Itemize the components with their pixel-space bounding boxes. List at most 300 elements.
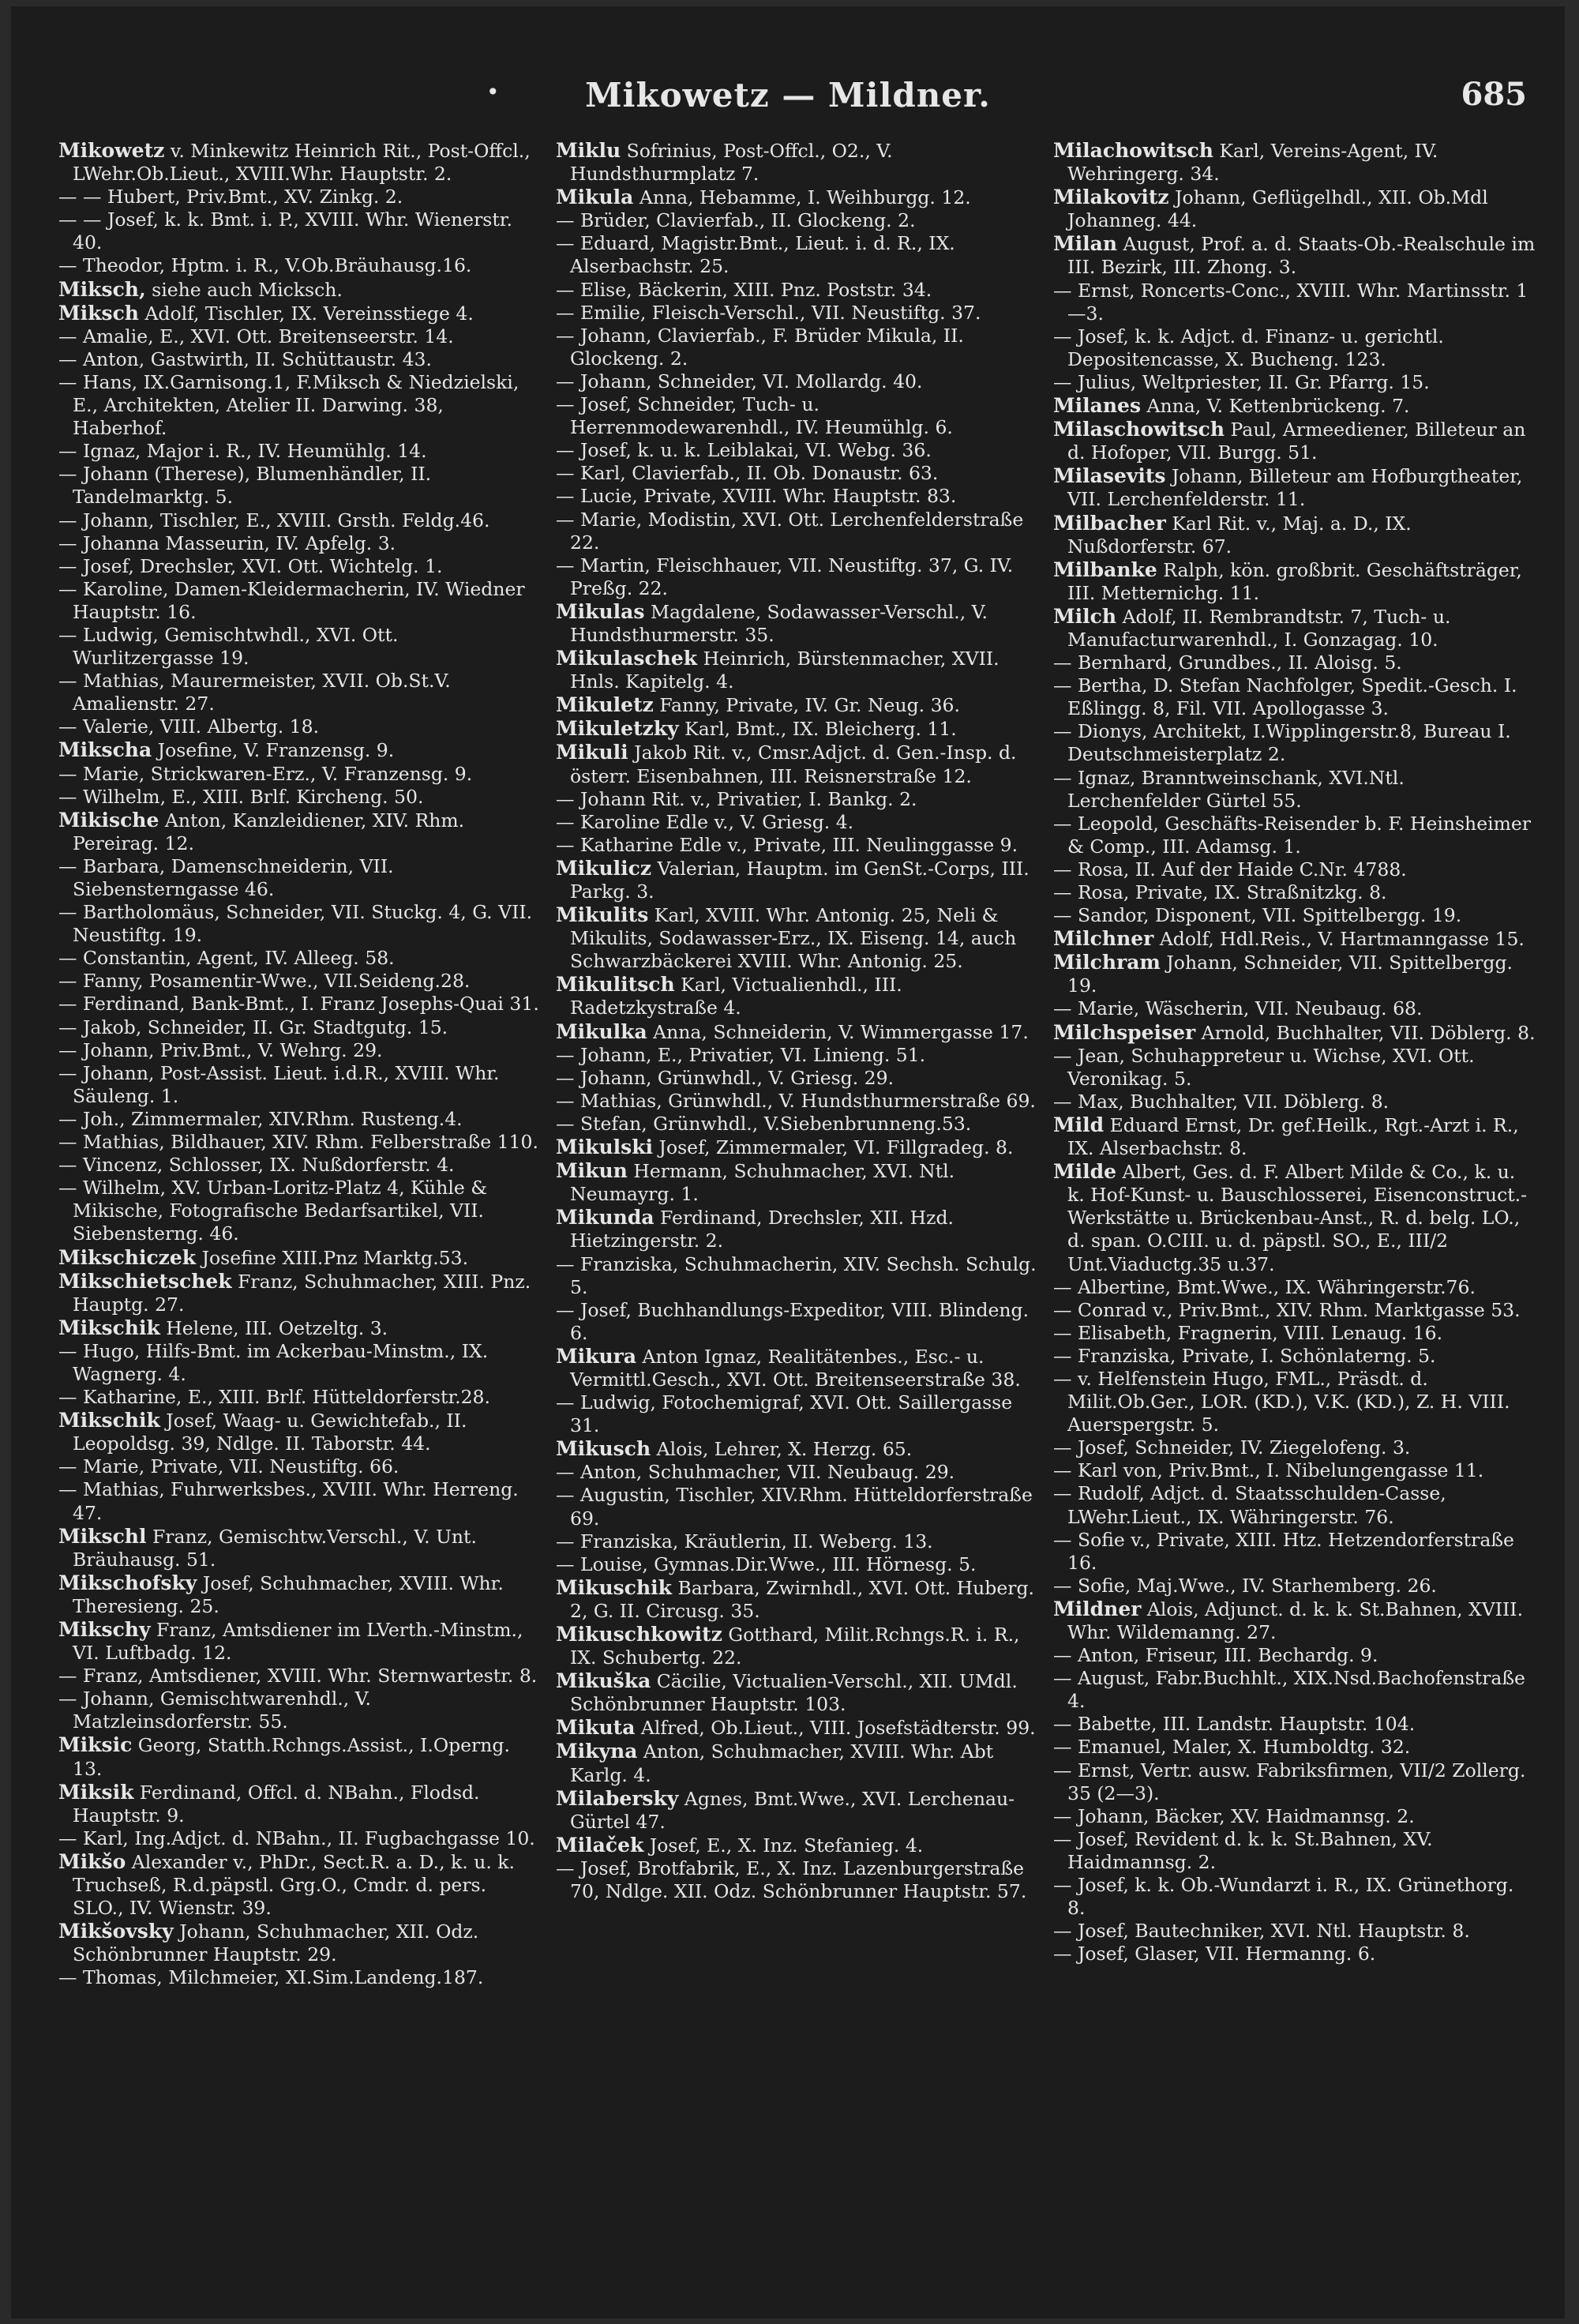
directory-entry bbox=[58, 1154, 542, 1177]
entry-surname: Milabersky bbox=[556, 1786, 679, 1810]
entry-details: — Conrad v., Priv.Bmt., XIV. Rhm. Marktgasse 53. bbox=[1053, 1298, 1521, 1321]
directory-entry bbox=[58, 1386, 542, 1409]
directory-entry bbox=[58, 1340, 542, 1386]
directory-entry bbox=[1053, 927, 1536, 951]
entry-surname: Mildner bbox=[1053, 1597, 1142, 1620]
entry-details: — Mathias, Grünwhdl., V. Hundsthurmerstraße 69. bbox=[556, 1089, 1036, 1112]
directory-entry bbox=[556, 903, 1039, 973]
entry-details: Alfred, Ob.Lieut., VIII. Josefstädterstr. 99. bbox=[640, 1717, 1036, 1740]
entry-surname: Mikura bbox=[556, 1344, 637, 1368]
entry-details: — Theodor, Hptm. i. R., V.Ob.Bräuhausg.16. bbox=[58, 254, 472, 277]
directory-entry bbox=[58, 440, 542, 463]
entry-surname: Mikschietschek bbox=[58, 1269, 232, 1293]
directory-entry bbox=[1053, 651, 1536, 674]
entry-surname: Mikschofsky bbox=[58, 1571, 197, 1594]
entry-details: Karl, Bmt., IX. Bleicherg. 11. bbox=[684, 718, 957, 741]
directory-entry bbox=[58, 993, 542, 1016]
entry-details: Franz, Amtsdiener im LVerth.-Minstm., VI. Luftbadg. 12. bbox=[73, 1619, 523, 1665]
directory-entry bbox=[58, 1108, 542, 1131]
directory-entry bbox=[58, 901, 542, 947]
column-middle bbox=[556, 139, 1039, 2303]
entry-details: — Hans, IX.Garnisong.1, F.Miksch & Niedzielski, E., Architekten, Atelier II. Darwing. 38, Haberhof. bbox=[58, 370, 519, 440]
entry-details: — Bartholomäus, Schneider, VII. Stuckg. 4, G. VII. Neustiftg. 19. bbox=[58, 901, 533, 947]
entry-details: Anna, V. Kettenbrückeng. 7. bbox=[1146, 395, 1410, 418]
entry-surname: Milchner bbox=[1053, 927, 1154, 951]
directory-entry bbox=[556, 139, 1039, 186]
directory-entry bbox=[556, 232, 1039, 278]
entry-surname: Mikun bbox=[556, 1159, 628, 1183]
directory-entry bbox=[556, 1044, 1039, 1067]
directory-entry bbox=[1053, 1713, 1536, 1736]
directory-entry bbox=[58, 738, 542, 762]
directory-entry bbox=[1053, 1021, 1536, 1045]
directory-entry bbox=[1053, 1736, 1536, 1759]
entry-details: — Ferdinand, Bank-Bmt., I. Franz Josephs-Quai 31. bbox=[58, 993, 539, 1016]
column-left bbox=[58, 139, 542, 2303]
entry-details: — Johann, Post-Assist. Lieut. i.d.R., XVIII. Whr. Säuleng. 1. bbox=[58, 1061, 500, 1107]
entry-details: Arnold, Buchhalter, VII. Döblerg. 8. bbox=[1201, 1021, 1536, 1044]
directory-entry bbox=[58, 1733, 542, 1780]
directory-entry bbox=[58, 1478, 542, 1524]
directory-entry bbox=[556, 811, 1039, 834]
entry-details: — Johann, Schneider, VI. Mollardg. 40. bbox=[556, 370, 923, 392]
entry-surname: Mikowetz bbox=[58, 139, 165, 162]
entry-surname: Milaschowitsch bbox=[1053, 418, 1225, 441]
entry-details: — Mathias, Bildhauer, XIV. Rhm. Felberstraße 110. bbox=[58, 1131, 538, 1154]
entry-surname: Miksch, bbox=[58, 277, 146, 301]
entry-details: — Elisabeth, Fragnerin, VIII. Lenaug. 16. bbox=[1053, 1321, 1443, 1344]
entry-details: — Johann Rit. v., Privatier, I. Bankg. 2. bbox=[556, 787, 917, 810]
entry-details: — Augustin, Tischler, XIV.Rhm. Hütteldorferstraße 69. bbox=[556, 1484, 1033, 1530]
entry-details: — Josef, Drechsler, XVI. Ott. Wichtelg. 1. bbox=[58, 554, 443, 577]
entry-details: — Ludwig, Fotochemigraf, XVI. Ott. Saillergasse 31. bbox=[556, 1391, 1013, 1437]
directory-entry bbox=[556, 600, 1039, 647]
directory-entry bbox=[58, 208, 542, 254]
directory-entry bbox=[1053, 767, 1536, 813]
directory-entry bbox=[58, 1131, 542, 1154]
entry-details: Josef, Zimmermaler, VI. Fillgradeg. 8. bbox=[658, 1136, 1014, 1159]
entry-surname: Mikschy bbox=[58, 1618, 151, 1641]
entry-surname: Mikuschkowitz bbox=[556, 1623, 722, 1646]
directory-entry bbox=[58, 1618, 542, 1665]
directory-entry bbox=[58, 1177, 542, 1245]
entry-details: — Marie, Modistin, XVI. Ott. Lerchenfelderstraße 22. bbox=[556, 508, 1024, 554]
directory-entry bbox=[1053, 558, 1536, 605]
entry-details: Anton Ignaz, Realitätenbes., Esc.- u. Vermittl.Gesch., XVI. Ott. Breitenseerstraße 38. bbox=[570, 1345, 1021, 1391]
entry-details: Fanny, Private, IV. Gr. Neug. 36. bbox=[659, 694, 960, 717]
entry-details: — Eduard, Magistr.Bmt., Lieut. i. d. R., IX. Alserbachstr. 25. bbox=[556, 232, 955, 278]
directory-entry bbox=[58, 786, 542, 809]
directory-entry bbox=[58, 1827, 542, 1850]
entry-details: Karl, Victualienhdl., III. Radetzkystraße 4. bbox=[570, 974, 902, 1019]
directory-entry bbox=[556, 1669, 1039, 1716]
directory-entry bbox=[58, 371, 542, 440]
directory-page bbox=[11, 6, 1565, 2318]
directory-entry bbox=[1053, 1644, 1536, 1667]
directory-entry bbox=[1053, 1160, 1536, 1275]
entry-details: Alois, Lehrer, X. Herzg. 65. bbox=[656, 1438, 913, 1461]
entry-details: Eduard Ernst, Dr. gef.Heilk., Rgt.-Arzt i. R., IX. Alserbachstr. 8. bbox=[1067, 1113, 1519, 1160]
entry-details: v. Minkewitz Heinrich Rit., Post-Offcl., LWehr.Ob.Lieut., XVIII.Whr. Hauptstr. 2. bbox=[73, 140, 531, 186]
directory-entry bbox=[556, 439, 1039, 462]
entry-surname: Milaček bbox=[556, 1833, 644, 1857]
entry-details: — Karl, Clavierfab., II. Ob. Donaustr. 63. bbox=[556, 462, 939, 485]
directory-entry bbox=[58, 809, 542, 855]
entry-details: — Karl von, Priv.Bmt., I. Nibelungengasse 11. bbox=[1053, 1459, 1484, 1482]
directory-entry bbox=[58, 1270, 542, 1316]
directory-entry bbox=[556, 1623, 1039, 1669]
entry-surname: Miklu bbox=[556, 139, 621, 162]
entry-details: Heinrich, Bürstenmacher, XVII. Hnls. Kapitelg. 4. bbox=[570, 648, 1000, 693]
entry-details: — Johann, Bäcker, XV. Haidmannsg. 2. bbox=[1053, 1804, 1415, 1827]
column-right bbox=[1053, 139, 1536, 2303]
entry-details: — Johann (Therese), Blumenhändler, II. Tandelmarktg. 5. bbox=[58, 463, 432, 509]
directory-entry bbox=[58, 763, 542, 786]
directory-entry bbox=[556, 741, 1039, 787]
directory-entry bbox=[58, 1246, 542, 1270]
directory-entry bbox=[1053, 1759, 1536, 1805]
entry-details: — Anton, Friseur, III. Bechardg. 9. bbox=[1053, 1644, 1378, 1667]
entry-details: Josef, Schuhmacher, XVIII. Whr. Theresieng. 25. bbox=[73, 1571, 504, 1617]
directory-entry bbox=[556, 1716, 1039, 1740]
directory-entry bbox=[1053, 325, 1536, 371]
directory-entry bbox=[1053, 371, 1536, 394]
entry-details: Ferdinand, Drechsler, XII. Hzd. Hietzingerstr. 2. bbox=[570, 1207, 954, 1252]
entry-surname: Milde bbox=[1053, 1160, 1117, 1184]
entry-details: — Johann, E., Privatier, VI. Linieng. 51. bbox=[556, 1043, 926, 1066]
entry-details: — Hugo, Hilfs-Bmt. im Ackerbau-Minstm., IX. Wagnerg. 4. bbox=[58, 1339, 489, 1385]
entry-details: — August, Fabr.Buchhlt., XIX.Nsd.Bachofenstraße 4. bbox=[1053, 1667, 1525, 1713]
directory-entry bbox=[1053, 464, 1536, 511]
entry-details: — Fanny, Posamentir-Wwe., VII.Seideng.28. bbox=[58, 970, 471, 993]
directory-entry bbox=[556, 788, 1039, 811]
directory-entry bbox=[58, 1455, 542, 1478]
entry-details: — Anton, Gastwirth, II. Schüttaustr. 43. bbox=[58, 347, 432, 370]
directory-entry bbox=[556, 1090, 1039, 1113]
entry-details: — Josef, Brotfabrik, E., X. Inz. Lazenburgerstraße 70, Ndlge. XII. Odz. Schönbrunner Hauptstr. 57. bbox=[556, 1857, 1027, 1903]
directory-entry bbox=[556, 370, 1039, 393]
directory-entry bbox=[58, 624, 542, 670]
directory-entry bbox=[1053, 1828, 1536, 1874]
entry-details: — Babette, III. Landstr. Hauptstr. 104. bbox=[1053, 1713, 1416, 1736]
entry-details: — Emilie, Fleisch-Verschl., VII. Neustiftg. 37. bbox=[556, 301, 981, 324]
page-number: 685 bbox=[1461, 76, 1527, 113]
entry-details: — Ludwig, Gemischtwhdl., XVI. Ott. Wurlitzergasse 19. bbox=[58, 623, 399, 670]
directory-entry bbox=[556, 1391, 1039, 1437]
directory-entry bbox=[556, 647, 1039, 693]
entry-details: — Elise, Bäckerin, XIII. Pnz. Poststr. 34. bbox=[556, 278, 932, 301]
entry-surname: Milakovitz bbox=[1053, 186, 1169, 209]
entry-details: Josef, E., X. Inz. Stefanieg. 4. bbox=[649, 1834, 924, 1857]
entry-details: Paul, Armeediener, Billeteur an d. Hofoper, VII. Burgg. 51. bbox=[1067, 419, 1526, 464]
directory-entry bbox=[556, 462, 1039, 485]
entry-details: — Martin, Fleischhauer, VII. Neustiftg. 37, G. IV. Preßg. 22. bbox=[556, 554, 1014, 599]
entry-surname: Mikuška bbox=[556, 1669, 651, 1693]
entry-details: — Emanuel, Maler, X. Humboldtg. 32. bbox=[1053, 1736, 1411, 1759]
directory-entry bbox=[556, 693, 1039, 717]
entry-details: Anna, Hebamme, I. Weihburgg. 12. bbox=[639, 186, 971, 209]
entry-surname: Mikuschik bbox=[556, 1575, 672, 1599]
directory-entry bbox=[58, 139, 542, 186]
entry-details: — Sandor, Disponent, VII. Spittelbergg. 19. bbox=[1053, 904, 1462, 927]
entry-surname: Mikuletzky bbox=[556, 717, 679, 741]
directory-entry bbox=[1053, 1436, 1536, 1459]
entry-surname: Mikschiczek bbox=[58, 1245, 197, 1269]
entry-details: — Joh., Zimmermaler, XIV.Rhm. Rusteng.4. bbox=[58, 1107, 463, 1130]
directory-entry bbox=[1053, 512, 1536, 558]
entry-details: Anton, Kanzleidiener, XIV. Rhm. Pereirag. 12. bbox=[73, 809, 465, 854]
entry-surname: Mikusch bbox=[556, 1437, 651, 1461]
entry-details: — Ignaz, Major i. R., IV. Heumühlg. 14. bbox=[58, 440, 427, 463]
entry-details: — Rudolf, Adjct. d. Staatsschulden-Casse, LWehr.Lieut., IX. Währingerstr. 76. bbox=[1053, 1482, 1446, 1528]
entry-surname: Miksik bbox=[58, 1780, 134, 1804]
entry-details: — Jakob, Schneider, II. Gr. Stadtgutg. 15. bbox=[58, 1016, 448, 1038]
directory-entry bbox=[58, 855, 542, 901]
directory-entry bbox=[1053, 232, 1536, 279]
directory-entry bbox=[58, 532, 542, 555]
directory-entry bbox=[556, 1576, 1039, 1623]
directory-entry bbox=[1053, 1575, 1536, 1598]
directory-entry bbox=[556, 1136, 1039, 1159]
directory-entry bbox=[1053, 858, 1536, 881]
directory-entry bbox=[58, 555, 542, 578]
entry-surname: Mikschik bbox=[58, 1409, 160, 1432]
entry-surname: Milch bbox=[1053, 604, 1117, 628]
entry-details: — Thomas, Milchmeier, XI.Sim.Landeng.187. bbox=[58, 1966, 484, 1989]
directory-entry bbox=[58, 947, 542, 970]
entry-details: — Ignaz, Branntweinschank, XVI.Ntl. Lerchenfelder Gürtel 55. bbox=[1053, 766, 1405, 812]
entry-details: Georg, Statth.Rchngs.Assist., I.Operng. 13. bbox=[73, 1734, 510, 1780]
directory-entry bbox=[1053, 1091, 1536, 1113]
entry-details: — Wilhelm, E., XIII. Brlf. Kircheng. 50. bbox=[58, 785, 424, 808]
entry-surname: Mikulski bbox=[556, 1136, 654, 1159]
entry-details: — Sofie, Maj.Wwe., IV. Starhemberg. 26. bbox=[1053, 1574, 1437, 1597]
entry-details: — Johann, Tischler, E., XVIII. Grsth. Feldg.46. bbox=[58, 509, 490, 531]
directory-entry bbox=[58, 348, 542, 371]
entry-details: Valerian, Hauptm. im GenSt.-Corps, III. Parkg. 3. bbox=[570, 857, 1030, 903]
directory-entry bbox=[58, 186, 542, 208]
directory-entry bbox=[1053, 1368, 1536, 1436]
directory-entry bbox=[556, 1461, 1039, 1484]
directory-entry bbox=[556, 1113, 1039, 1136]
directory-entry bbox=[556, 186, 1039, 209]
entry-details: — Vincenz, Schlosser, IX. Nußdorferstr. 4. bbox=[58, 1154, 455, 1177]
directory-entry bbox=[556, 1530, 1039, 1553]
directory-entry bbox=[58, 578, 542, 624]
entry-details: — Marie, Wäscherin, VII. Neubaug. 68. bbox=[1053, 997, 1423, 1020]
entry-details: — Johann, Grünwhdl., V. Griesg. 29. bbox=[556, 1066, 895, 1089]
directory-entry bbox=[58, 1039, 542, 1062]
entry-details: Adolf, Hdl.Reis., V. Hartmanngasse 15. bbox=[1159, 928, 1525, 951]
directory-entry bbox=[556, 1857, 1039, 1903]
directory-entry bbox=[58, 509, 542, 532]
directory-entry bbox=[556, 279, 1039, 302]
directory-entry bbox=[1053, 1482, 1536, 1528]
entry-details: — Amalie, E., XVI. Ott. Breitenseerstr. 14. bbox=[58, 325, 454, 347]
directory-entry bbox=[1053, 1322, 1536, 1345]
directory-entry bbox=[58, 1781, 542, 1827]
entry-surname: Mikyna bbox=[556, 1740, 638, 1763]
directory-entry bbox=[556, 1159, 1039, 1206]
directory-entry bbox=[556, 209, 1039, 232]
entry-surname: Mikulicz bbox=[556, 856, 652, 880]
entry-details: Johann, Schuhmacher, XII. Odz. Schönbrunner Hauptstr. 29. bbox=[73, 1920, 479, 1966]
entry-details: — Josef, Revident d. k. k. St.Bahnen, XV. Haidmannsg. 2. bbox=[1053, 1827, 1433, 1873]
entry-details: — Max, Buchhalter, VII. Döblerg. 8. bbox=[1053, 1090, 1390, 1113]
entry-surname: Mikuta bbox=[556, 1716, 636, 1740]
entry-surname: Miksch bbox=[58, 301, 139, 325]
entry-details: Ralph, kön. großbrit. Geschäftsträger, III. Metternichg. 11. bbox=[1067, 558, 1522, 604]
directory-entry bbox=[58, 1409, 542, 1455]
entry-surname: Milan bbox=[1053, 232, 1118, 256]
directory-entry bbox=[1053, 1805, 1536, 1828]
directory-entry bbox=[58, 254, 542, 277]
entry-details: Johann, Geflügelhdl., XII. Ob.Mdl Johanneg. 44. bbox=[1067, 186, 1488, 232]
ornament-dot: • bbox=[486, 79, 500, 105]
directory-entry bbox=[1053, 1943, 1536, 1965]
entry-details: — Ernst, Vertr. ausw. Fabriksfirmen, VII/2 Zollerg. 35 (2—3). bbox=[1053, 1759, 1526, 1804]
entry-details: — Valerie, VIII. Albertg. 18. bbox=[58, 715, 320, 738]
entry-details: — Jean, Schuhappreteur u. Wichse, XVI. Ott. Veronikag. 5. bbox=[1053, 1044, 1475, 1090]
entry-surname: Mikšo bbox=[58, 1849, 126, 1873]
entry-surname: Mild bbox=[1053, 1113, 1105, 1136]
entry-surname: Milbanke bbox=[1053, 558, 1157, 581]
entry-details: — Barbara, Damenschneiderin, VII. Siebensterngasse 46. bbox=[58, 854, 394, 900]
entry-details: — Anton, Schuhmacher, VII. Neubaug. 29. bbox=[556, 1461, 955, 1484]
directory-entry bbox=[556, 1067, 1039, 1090]
entry-details: Anna, Schneiderin, V. Wimmergasse 17. bbox=[653, 1020, 1029, 1043]
entry-details: — Sofie v., Private, XIII. Htz. Hetzendorferstraße 16. bbox=[1053, 1528, 1514, 1574]
directory-entry bbox=[1053, 1276, 1536, 1299]
entry-details: — Johann, Gemischtwarenhdl., V. Matzleinsdorferstr. 55. bbox=[58, 1688, 372, 1733]
directory-entry bbox=[556, 554, 1039, 600]
entry-details: Franz, Schuhmacher, XIII. Pnz. Hauptg. 27. bbox=[73, 1270, 531, 1316]
entry-details: Alexander v., PhDr., Sect.R. a. D., k. u. k. Truchseß, R.d.päpstl. Grg.O., Cmdr. d. pers. SLO., IV. Wienstr. 39. bbox=[73, 1850, 515, 1920]
entry-details: — Franziska, Schuhmacherin, XIV. Sechsh. Schulg. 5. bbox=[556, 1252, 1037, 1298]
entry-details: — Mathias, Fuhrwerksbes., XVIII. Whr. Herreng. 47. bbox=[58, 1478, 519, 1524]
directory-entry bbox=[556, 1299, 1039, 1345]
entry-details: Adolf, II. Rembrandtstr. 7, Tuch- u. Manufacturwarenhdl., I. Gonzagag. 10. bbox=[1067, 605, 1451, 651]
entry-details: Sofrinius, Post-Offcl., O2., V. Hundsthurmplatz 7. bbox=[570, 140, 893, 186]
directory-entry bbox=[1053, 1113, 1536, 1160]
entry-surname: Mikulitsch bbox=[556, 973, 675, 997]
entry-details: — Franziska, Kräutlerin, II. Weberg. 13. bbox=[556, 1530, 933, 1552]
directory-entry bbox=[58, 1016, 542, 1039]
directory-entry bbox=[1053, 674, 1536, 720]
entry-details: — Karoline, Damen-Kleidermacherin, IV. Wiedner Hauptstr. 16. bbox=[58, 577, 525, 623]
entry-details: — Bernhard, Grundbes., II. Aloisg. 5. bbox=[1053, 651, 1402, 674]
entry-details: — Johann, Priv.Bmt., V. Wehrg. 29. bbox=[58, 1038, 383, 1061]
directory-entry bbox=[58, 1571, 542, 1618]
directory-entry bbox=[1053, 280, 1536, 325]
entry-details: Helene, III. Oetzeltg. 3. bbox=[166, 1316, 388, 1339]
directory-entry bbox=[1053, 1345, 1536, 1368]
entry-details: — Karoline Edle v., V. Griesg. 4. bbox=[556, 810, 854, 833]
entry-details: Josefine XIII.Pnz Marktg.53. bbox=[201, 1246, 469, 1269]
entry-details: Karl, Vereins-Agent, IV. Wehringerg. 34. bbox=[1067, 140, 1438, 186]
entry-details: — Josef, Bautechniker, XVI. Ntl. Hauptstr. 8. bbox=[1053, 1920, 1470, 1943]
entry-details: Jakob Rit. v., Cmsr.Adjct. d. Gen.-Insp. d. österr. Eisenbahnen, III. Reisnerstraße 12. bbox=[570, 742, 1017, 787]
directory-entry bbox=[556, 1206, 1039, 1252]
directory-entry bbox=[1053, 394, 1536, 418]
directory-entry bbox=[1053, 951, 1536, 997]
directory-entry bbox=[1053, 605, 1536, 651]
entry-details: — Josef, Schneider, Tuch- u. Herrenmodewarenhdl., IV. Heumühlg. 6. bbox=[556, 393, 953, 439]
entry-details: Karl, XVIII. Whr. Antonig. 25, Neli & Mikulits, Sodawasser-Erz., IX. Eiseng. 14, auch Schwarzbäckerei XVIII. Whr. Antonig. 25. bbox=[570, 904, 1017, 973]
entry-surname: Mikulka bbox=[556, 1019, 647, 1043]
entry-details: — Leopold, Geschäfts-Reisender b. F. Heinsheimer & Comp., III. Adamsg. 1. bbox=[1053, 812, 1532, 858]
directory-entry bbox=[58, 463, 542, 509]
directory-entry bbox=[1053, 1920, 1536, 1943]
entry-surname: Mikuletz bbox=[556, 693, 654, 717]
directory-entry bbox=[58, 715, 542, 738]
columns bbox=[58, 139, 1543, 2303]
entry-details: — Katharine, E., XIII. Brlf. Hütteldorferstr.28. bbox=[58, 1386, 490, 1409]
directory-entry bbox=[1053, 1529, 1536, 1575]
entry-details: — Rosa, II. Auf der Haide C.Nr. 4788. bbox=[1053, 858, 1407, 880]
entry-details: — Constantin, Agent, IV. Alleeg. 58. bbox=[58, 947, 395, 970]
entry-details: — Marie, Private, VII. Neustiftg. 66. bbox=[58, 1455, 399, 1478]
entry-surname: Miksic bbox=[58, 1733, 133, 1757]
entry-details: — Josef, Buchhandlungs-Expeditor, VIII. Blindeng. 6. bbox=[556, 1298, 1030, 1344]
entry-details: — Ernst, Roncerts-Conc., XVIII. Whr. Martinsstr. 1—3. bbox=[1053, 279, 1528, 325]
directory-entry bbox=[58, 1062, 542, 1108]
directory-entry bbox=[556, 1834, 1039, 1857]
entry-details: — Katharine Edle v., Private, III. Neulinggasse 9. bbox=[556, 833, 1018, 856]
page-header bbox=[11, 76, 1565, 123]
entry-details: — Bertha, D. Stefan Nachfolger, Spedit.-Gesch. I. Eßlingg. 8, Fil. VII. Apollogasse 3. bbox=[1053, 674, 1517, 720]
entry-details: Karl Rit. v., Maj. a. D., IX. Nußdorferstr. 67. bbox=[1067, 512, 1412, 558]
entry-surname: Mikšovsky bbox=[58, 1920, 174, 1943]
directory-entry bbox=[1053, 139, 1536, 186]
entry-surname: Milchram bbox=[1053, 951, 1161, 974]
entry-surname: Milbacher bbox=[1053, 511, 1166, 535]
entry-details: — Louise, Gymnas.Dir.Wwe., III. Hörnesg. 5. bbox=[556, 1552, 977, 1575]
entry-details: Gotthard, Milit.Rchngs.R. i. R., IX. Schubertg. 22. bbox=[570, 1624, 1020, 1669]
entry-details: — Josef, k. k. Adjct. d. Finanz- u. gerichtl. Depositencasse, X. Bucheng. 123. bbox=[1053, 325, 1444, 370]
entry-details: — Albertine, Bmt.Wwe., IX. Währingerstr.76. bbox=[1053, 1275, 1476, 1298]
directory-entry bbox=[556, 1345, 1039, 1391]
directory-entry bbox=[58, 302, 542, 325]
entry-details: Johann, Schneider, VII. Spittelbergg. 19. bbox=[1067, 952, 1513, 997]
entry-surname: Milachowitsch bbox=[1053, 139, 1213, 162]
directory-entry bbox=[58, 670, 542, 715]
entry-details: — Stefan, Grünwhdl., V.Siebenbrunneng.53. bbox=[556, 1112, 972, 1135]
directory-entry bbox=[58, 1966, 542, 1989]
directory-entry bbox=[58, 1850, 542, 1920]
directory-entry bbox=[1053, 1874, 1536, 1920]
directory-entry bbox=[556, 717, 1039, 741]
directory-entry bbox=[556, 1437, 1039, 1461]
entry-details: — Dionys, Architekt, I.Wipplingerstr.8, Bureau I. Deutschmeisterplatz 2. bbox=[1053, 720, 1511, 766]
entry-details: Cäcilie, Victualien-Verschl., XII. UMdl. Schönbrunner Hauptstr. 103. bbox=[570, 1670, 1018, 1716]
entry-details: — Marie, Strickwaren-Erz., V. Franzensg. 9. bbox=[58, 762, 473, 785]
directory-entry bbox=[1053, 418, 1536, 464]
directory-entry bbox=[556, 1740, 1039, 1786]
directory-entry bbox=[58, 1316, 542, 1340]
entry-details: — Franziska, Private, I. Schönlaterng. 5. bbox=[1053, 1344, 1436, 1367]
entry-details: — Mathias, Maurermeister, XVII. Ob.St.V. Amalienstr. 27. bbox=[58, 670, 451, 715]
directory-entry bbox=[1053, 720, 1536, 766]
entry-details: Magdalene, Sodawasser-Verschl., V. Hundsthurmerstr. 35. bbox=[570, 600, 988, 646]
entry-surname: Mikschl bbox=[58, 1524, 147, 1548]
directory-entry bbox=[556, 302, 1039, 325]
directory-entry bbox=[58, 278, 542, 302]
directory-entry bbox=[556, 1484, 1039, 1530]
directory-entry bbox=[1053, 881, 1536, 904]
directory-entry bbox=[556, 1787, 1039, 1834]
entry-details: Alois, Adjunct. d. k. k. St.Bahnen, XVIII. Whr. Wildemanng. 27. bbox=[1067, 1598, 1524, 1643]
